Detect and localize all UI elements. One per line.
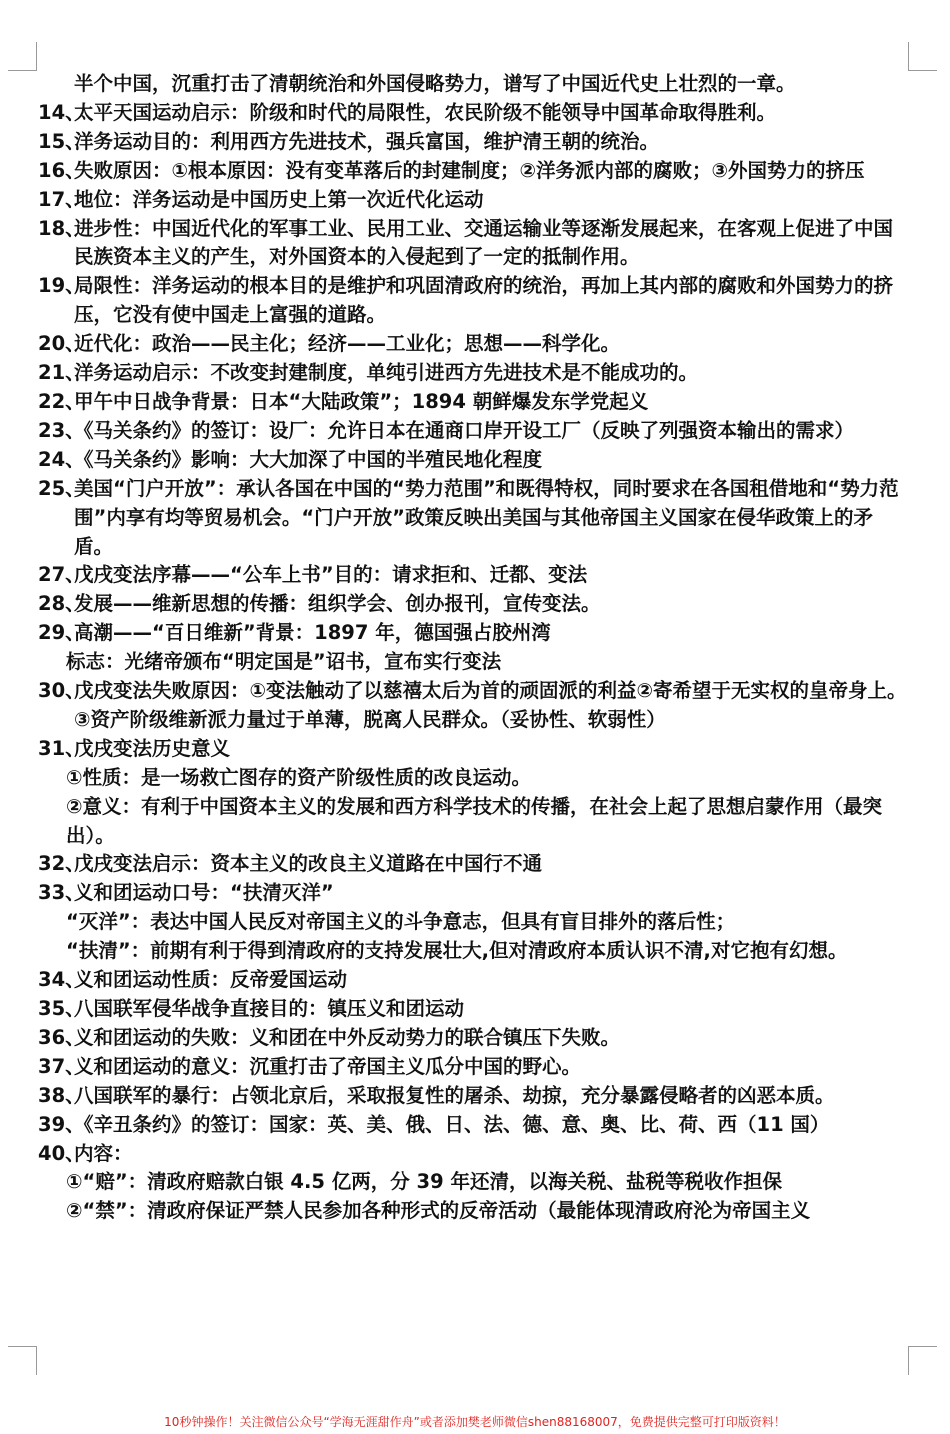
item-number: 21、 (38, 361, 85, 385)
list-item (38, 99, 910, 128)
list-item (38, 1082, 910, 1111)
list-item (38, 330, 910, 359)
continued-text: 半个中国，沉重打击了清朝统治和外国侵略势力，谱写了中国近代史上壮烈的一章。 (74, 72, 796, 95)
item-number: 30、 (38, 679, 85, 703)
item-text: 进步性：中国近代化的军事工业、民用工业、交通运输业等逐渐发展起来，在客观上促进了中国民族资本主义的产生，对外国资本的入侵起到了一定的抵制作用。 (74, 216, 894, 269)
item-text: 戊戌变法序幕——“公车上书”目的：请求拒和、迁都、变法 (74, 563, 588, 587)
item-number: 23、 (38, 418, 85, 442)
list-item (38, 677, 910, 735)
item-number: 19、 (38, 274, 85, 298)
list-item (38, 1024, 910, 1053)
item-number: 22、 (38, 389, 85, 413)
item-text: 《辛丑条约》的签订：国家：英、美、俄、日、法、德、意、奥、比、荷、西（11 国） (74, 1112, 830, 1136)
item-number: 24、 (38, 447, 85, 471)
item-number: 35、 (38, 997, 85, 1020)
item-text: 戊戌变法启示：资本主义的改良主义道路在中国行不通 (74, 852, 543, 876)
item-number: 14、 (38, 100, 85, 124)
sub-item: “灭洋”：表达中国人民反对帝国主义的斗争意志，但具有盲目排外的落后性； (66, 910, 736, 934)
item-text: 局限性：洋务运动的根本目的是维护和巩固清政府的统治，再加上其内部的腐败和外国势力的挤压，它没有使中国走上富强的道路。 (74, 274, 894, 327)
sub-item: ②意义：有利于中国资本主义的发展和西方科学技术的传播，在社会上起了思想启蒙作用（最突出）。 (66, 794, 883, 847)
item-number: 25、 (38, 476, 85, 500)
corner-mark-top-right (908, 42, 937, 71)
list-item (38, 128, 910, 157)
list-item (38, 1053, 910, 1082)
list-item (38, 619, 910, 648)
item-number: 36、 (38, 1025, 85, 1049)
list-item (38, 879, 910, 908)
item-number: 33、 (38, 881, 85, 905)
item-text: 义和团运动的失败：义和团在中外反动势力的联合镇压下失败。 (74, 1025, 621, 1049)
item-number: 40、 (38, 1141, 85, 1165)
sub-item: 标志：光绪帝颁布“明定国是”诏书，宣布实行变法 (66, 650, 502, 674)
item-text: 义和团运动口号：“扶清灭洋” (74, 881, 334, 905)
item-number: 28、 (38, 592, 85, 616)
item-text: 太平天国运动启示：阶级和时代的局限性，农民阶级不能领导中国革命取得胜利。 (74, 100, 777, 124)
item-text: 内容： (74, 1141, 133, 1165)
item-text: 地位：洋务运动是中国历史上第一次近代化运动 (74, 187, 484, 211)
item-text: 美国“门户开放”：承认各国在中国的“势力范围”和既得特权，同时要求在各国租借地和“势力范围”内享有均等贸易机会。“门户开放”政策反映出美国与其他帝国主义国家在侵华政策上的矛盾。 (74, 476, 899, 558)
item-text: 发展——维新思想的传播：组织学会、创办报刊，宣传变法。 (74, 592, 601, 616)
item-text: 义和团运动的意义：沉重打击了帝国主义瓜分中国的野心。 (74, 1054, 582, 1078)
item-number: 20、 (38, 332, 85, 356)
item-number: 17、 (38, 187, 85, 211)
item-text: 高潮——“百日维新”背景：1897 年，德国强占胶州湾 (74, 621, 551, 645)
list-item (38, 359, 910, 388)
sub-item: “扶清”：前期有利于得到清政府的支持发展壮大,但对清政府本质认识不清,对它抱有幻想。 (66, 939, 848, 963)
list-item (38, 966, 910, 995)
item-text: 洋务运动目的：利用西方先进技术，强兵富国，维护清王朝的统治。 (74, 129, 660, 153)
item-text: 八国联军侵华战争直接目的：镇压义和团运动 (74, 997, 465, 1020)
corner-mark-bottom-left (8, 1346, 37, 1375)
list-item (38, 388, 910, 417)
list-item (38, 475, 910, 562)
item-text: 失败原因：①根本原因：没有变革落后的封建制度；②洋务派内部的腐败；③外国势力的挤压 (74, 158, 865, 182)
item-text: 义和团运动性质：反帝爱国运动 (74, 968, 348, 992)
item-text: 戊戌变法失败原因：①变法触动了以慈禧太后为首的顽固派的利益②寄希望于无实权的皇帝身上。③资产阶级维新派力量过于单薄，脱离人民群众。（妥协性、软弱性） (74, 679, 907, 731)
list-item (38, 215, 910, 273)
item-text: 甲午中日战争背景：日本“大陆政策”；1894 朝鲜爆发东学党起义 (74, 389, 649, 413)
list-item (38, 272, 910, 330)
item-number: 15、 (38, 129, 85, 153)
item-number: 27、 (38, 563, 85, 587)
item-text: 《马关条约》的签订：设厂：允许日本在通商口岸开设工厂（反映了列强资本输出的需求） (74, 418, 855, 442)
list-item (38, 561, 910, 590)
corner-mark-bottom-right (908, 1346, 937, 1375)
item-text: 近代化：政治——民主化；经济——工业化；思想——科学化。 (74, 332, 621, 356)
item-text: 戊戌变法历史意义 (74, 736, 231, 760)
sub-item: ①“赔”：清政府赔款白银 4.5 亿两，分 39 年还清，以海关税、盐税等税收作担保 (66, 1170, 782, 1194)
footer-notice: 10秒钟操作！关注微信公众号“学海无涯甜作舟”或者添加樊老师微信shen88168007，免费提供完整可打印版资料！ (164, 1415, 786, 1429)
list-item (38, 1140, 910, 1169)
item-number: 31、 (38, 736, 85, 760)
list-item (38, 157, 910, 186)
item-text: 八国联军的暴行：占领北京后，采取报复性的屠杀、劫掠，充分暴露侵略者的凶恶本质。 (74, 1083, 835, 1107)
list-item (38, 995, 910, 1024)
list-item (38, 850, 910, 879)
item-number: 18、 (38, 216, 85, 240)
list-item (38, 446, 910, 475)
list-item (38, 186, 910, 215)
item-number: 37、 (38, 1054, 85, 1078)
item-text: 洋务运动启示：不改变封建制度，单纯引进西方先进技术是不能成功的。 (74, 361, 699, 385)
corner-mark-top-left (8, 42, 37, 71)
list-item (38, 735, 910, 764)
item-number: 34、 (38, 968, 85, 992)
sub-item: ②“禁”：清政府保证严禁人民参加各种形式的反帝活动（最能体现清政府沦为帝国主义 (66, 1199, 811, 1223)
list-item (38, 1111, 910, 1140)
list-item (38, 590, 910, 619)
document-body (38, 70, 910, 1226)
item-number: 29、 (38, 621, 85, 645)
item-number: 38、 (38, 1083, 85, 1107)
item-number: 39、 (38, 1112, 85, 1136)
item-number: 16、 (38, 158, 85, 182)
list-item (38, 417, 910, 446)
sub-item: ①性质：是一场救亡图存的资产阶级性质的改良运动。 (66, 765, 532, 789)
item-number: 32、 (38, 852, 85, 876)
item-text: 《马关条约》影响：大大加深了中国的半殖民地化程度 (74, 447, 543, 471)
